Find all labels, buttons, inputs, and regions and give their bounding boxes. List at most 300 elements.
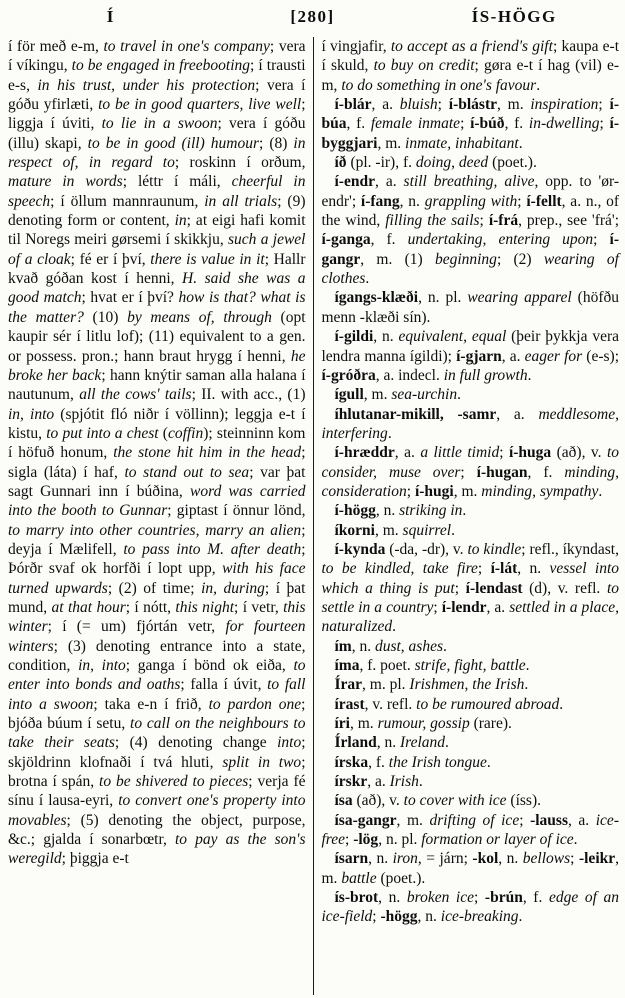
page-number: [280] [290, 7, 335, 26]
entry-text: ; [599, 115, 610, 133]
dictionary-entry [322, 288, 620, 327]
entry-text: , opp. to 'ør-endr'; [321, 173, 619, 210]
entry-text: . [387, 424, 392, 442]
translation-text: to call on the neighbours to take their seats [8, 715, 306, 752]
translation-text: beginning [434, 250, 497, 268]
entry-text: ; í trausti e-s, [8, 57, 306, 94]
headword: -högg [380, 908, 418, 926]
entry-text: , n. [399, 192, 425, 210]
entry-text: ; skjöldrinn klofnaði í tvá hluti, [8, 734, 306, 771]
entry-text: , a. [486, 598, 510, 616]
translation-text: to cover with ice [403, 792, 507, 810]
headword: í-blástr [448, 96, 497, 114]
translation-text: Ireland [399, 734, 446, 752]
entry-text: , n. [378, 889, 407, 907]
translation-text: by means of, through [127, 308, 272, 326]
entry-text: ; í (= um) fjórtán vetr, [47, 618, 226, 636]
translation-text: to buy on credit [373, 57, 475, 75]
entry-text: , a. n., of the wind, [321, 192, 619, 230]
entry-text: . [443, 637, 447, 655]
entry-text: , m. [377, 134, 406, 152]
entry-text: . [518, 908, 523, 926]
entry-text: ; (8) [258, 134, 294, 152]
headword: -kol [472, 850, 499, 868]
headword: í-blár [334, 96, 372, 114]
translation-text: to pay as the son's weregild [8, 831, 306, 868]
entry-text: . [518, 134, 523, 152]
headword: í-högg [334, 502, 376, 520]
entry-text: ; (9) denoting form or content, [8, 192, 306, 230]
translation-text: Irishmen, the Irish [409, 676, 525, 694]
entry-text: , f. poet. [359, 657, 415, 674]
translation-text: this night [175, 598, 235, 616]
entry-text: ; roskinn í orðum, [174, 154, 306, 172]
entry-text: , n. pl. [378, 831, 422, 849]
entry-text: , f. [527, 463, 565, 481]
translation-text: to marry into other countries, marry an alien [8, 521, 302, 539]
entry-text: ( [158, 424, 168, 442]
entry-text: , a. [374, 173, 404, 191]
headword: ím [334, 637, 352, 655]
translation-text: to be in good quarters, live well [98, 96, 302, 114]
right-column [314, 37, 620, 995]
entry-text: ; (5) denoting the object, purpose, &c.; gjalda í sonarbœtr, [8, 811, 306, 849]
headword: í-lendr [441, 598, 487, 616]
entry-text: ; [460, 115, 471, 133]
translation-text: to enter into bonds and oaths [8, 657, 306, 694]
entry-text: í vingjafir, [321, 38, 391, 55]
translation-text: inspiration [530, 96, 599, 114]
entry-text: , m. pl. [362, 676, 410, 694]
entry-text: (íss). [506, 792, 541, 810]
translation-text: he broke her back [8, 347, 306, 384]
entry-text: , n. [376, 734, 400, 752]
translation-text: strife, fight, battle [414, 657, 526, 674]
dictionary-entry [322, 849, 620, 888]
headword: í-ganga [321, 231, 371, 249]
entry-text: . [445, 734, 449, 752]
entry-text: . [573, 831, 578, 849]
entry-text: ; var þat sagt Gunnari inn í búðina, [8, 463, 306, 500]
entry-text: ; at eigi hafi komit til Noregs meiri gørsemi í skikkju, [8, 212, 306, 249]
headword: í-búð [470, 115, 505, 133]
translation-text: in, into [78, 657, 126, 674]
entry-text: í för með e-m, [8, 38, 104, 55]
entry-text: . [559, 695, 564, 713]
entry-text: . [451, 521, 455, 539]
dictionary-entry [322, 501, 620, 520]
translation-text: bellows [522, 850, 571, 868]
entry-text: . [365, 270, 370, 288]
entry-text: ; Þórðr svaf ok horfði í lopt upp, [8, 540, 306, 578]
dictionary-entry [322, 675, 620, 694]
entry-text: ; [474, 889, 485, 907]
dictionary-entry [322, 753, 620, 772]
headword: ígangs-klæði [334, 289, 419, 307]
entry-text: ; giptast í önnur lönd, [167, 502, 306, 520]
entry-text: ; [517, 192, 527, 210]
entry-text: ; vera í góðu yfirlæti, [8, 76, 306, 114]
headword: í-fellt [526, 192, 562, 210]
entry-text: ; [460, 463, 477, 481]
translation-text: to be rumoured abroad [416, 695, 560, 713]
headword: íkorni [334, 521, 375, 539]
entry-text: ; [406, 482, 415, 500]
translation-text: to accept as a friend's gift [390, 38, 553, 55]
entry-text: . [527, 366, 532, 384]
entry-text: (10) [83, 308, 128, 326]
entry-text: (e-s); [582, 347, 619, 365]
entry-text: (poet.). [488, 154, 537, 172]
translation-text: wearing apparel [467, 289, 572, 307]
headword: íhlutanar-mikill, -samr [334, 405, 497, 423]
entry-text: , m. [350, 715, 378, 733]
translation-text: meddlesome, interfering [321, 405, 619, 442]
translation-text: to pass into M. after death [123, 540, 302, 558]
translation-text: sea-urchin [391, 386, 458, 404]
headword: ígull [334, 386, 364, 404]
headword: í-hugi [414, 482, 454, 500]
entry-text: , n. [373, 328, 399, 346]
dictionary-entry [322, 385, 620, 404]
translation-text: doing, deed [415, 154, 489, 172]
translation-text: to kindle [467, 540, 522, 558]
headword: íma [334, 657, 360, 674]
entry-text: , n. [517, 560, 550, 578]
entry-text: ; deyja í Mælifell, [8, 521, 306, 558]
translation-text: Irish [389, 773, 419, 791]
entry-text: , a. [394, 444, 421, 462]
translation-text: formation or layer of ice [421, 831, 574, 849]
dictionary-entry [322, 714, 620, 733]
translation-text: minding, consideration [321, 463, 620, 500]
dictionary-entry [322, 540, 620, 637]
entry-text: , a. [367, 773, 390, 791]
translation-text: to be in good (ill) humour [87, 134, 259, 152]
translation-text: word was carried into the booth to Gunnar [8, 482, 306, 520]
translation-text: split in two [222, 753, 302, 771]
translation-text: cheerful in speech [8, 173, 306, 210]
translation-text: ice-free [321, 811, 619, 849]
entry-text: (spjótit fló niðr í völlinn); leggja e-t í kistu, [8, 405, 306, 442]
translation-text: rumour, gossip [377, 715, 470, 733]
headword: ísa [334, 792, 353, 810]
translation-text: a little timid [420, 444, 500, 462]
translation-text: to consider, muse over [321, 444, 620, 481]
translation-text: in full growth [443, 366, 528, 384]
entry-text: ; léttr í máli, [122, 173, 232, 191]
entry-text: ; [433, 598, 442, 616]
translation-text: ice-breaking [440, 908, 519, 926]
headword: í-endr [334, 173, 375, 191]
entry-text: ; [454, 579, 466, 597]
entry-text: ; [519, 811, 531, 829]
translation-text: in, into [8, 405, 55, 423]
translation-text: to be shivered to pieces [99, 773, 249, 791]
translation-text: wearing of clothes [321, 250, 619, 288]
translation-text: still breathing, alive [403, 173, 535, 191]
entry-text: , n. [351, 637, 375, 655]
headword: í-búa [321, 96, 619, 133]
headword: -lauss [530, 811, 568, 829]
dictionary-entry [322, 405, 620, 444]
entry-text: , m. [374, 521, 403, 539]
dictionary-entry [322, 327, 620, 385]
translation-text: drifting of ice [429, 811, 520, 829]
translation-text: to convert one's property into movables [8, 792, 306, 829]
translation-text: in all trials [204, 192, 278, 210]
entry-text: ; taka e-n í frið, [93, 695, 209, 713]
translation-text: to stand out to sea [124, 463, 250, 481]
headword: íð [334, 154, 347, 172]
page-header [0, 0, 625, 35]
entry-text: ; brotna í spán, [8, 753, 306, 791]
entry-text: . [392, 618, 396, 636]
entry-text: . [598, 482, 603, 500]
entry-text: , a. [567, 811, 596, 829]
dictionary-entry [322, 637, 620, 656]
translation-text: iron [392, 850, 418, 868]
dictionary-entry [322, 521, 620, 540]
dictionary-entry [322, 695, 620, 714]
headword: í-lendast [465, 579, 523, 597]
entry-text: (höfðu menn -klæði sín). [321, 289, 620, 326]
headword: írast [334, 695, 365, 713]
headword: Írland [334, 734, 377, 752]
translation-text: such a jewel of a cloak [8, 231, 306, 268]
entry-text: ; Hallr kvað góðan kost í henni, [8, 250, 306, 288]
translation-text: eager for [524, 347, 583, 365]
entry-text: ; verja fé sínu í lausa-eyri, [8, 773, 306, 810]
translation-text: minding, sympathy [481, 482, 599, 500]
headword: í-frá [488, 212, 519, 230]
headword: í-gildi [334, 328, 374, 346]
entry-text: ; [593, 231, 610, 249]
translation-text: filling the sails [385, 212, 480, 230]
entry-text: . [457, 386, 461, 404]
entry-text: , n. [498, 850, 523, 868]
entry-text: . [524, 676, 529, 694]
entry-text: , m. [363, 386, 392, 404]
entry-text: ; bjóða búum í setu, [8, 695, 306, 733]
headword: í-gróðra [321, 366, 376, 384]
headword: í-kynda [334, 540, 386, 558]
header-keyword-right: ÍS-HÖGG [471, 7, 557, 26]
entry-text: , n. [368, 850, 393, 868]
translation-text: settled in a place, naturalized [321, 598, 619, 636]
translation-text: the Irish tongue [388, 753, 487, 771]
dictionary-entry [322, 888, 620, 927]
translation-text: battle [341, 869, 377, 887]
translation-text: striking in [399, 502, 463, 520]
entry-text: , m. [496, 96, 531, 114]
translation-text: to be engaged in freebooting [71, 57, 251, 75]
entry-text: , n. [375, 502, 400, 520]
entry-text: ; [479, 212, 489, 230]
translation-text: at that hour [51, 598, 126, 616]
translation-text: how is that? what is the matter? [8, 289, 306, 326]
entry-text: , f. [504, 115, 529, 133]
entry-text: , n. pl. [418, 289, 468, 307]
entry-text: , a. [496, 405, 539, 423]
entry-text: , a. indecl. [375, 366, 444, 384]
dictionary-entry [322, 791, 620, 810]
translation-text: for fourteen winters [8, 618, 306, 655]
dictionary-entry [322, 37, 620, 95]
translation-text: bluish [399, 96, 438, 114]
entry-text: , v. refl. [364, 695, 417, 713]
entry-text: ; kaupa e-t í skuld, [321, 38, 620, 75]
translation-text: to be kindled, take fire [321, 560, 478, 578]
translation-text: grappling with [424, 192, 518, 210]
entry-text: ; vera í víkingu, [8, 38, 306, 75]
translation-text: to pardon one [208, 695, 302, 713]
dictionary-entry [322, 443, 620, 501]
entry-text: ; í vetr, [234, 598, 284, 616]
entry-text: (rare). [469, 715, 512, 733]
entry-text: , a. [501, 347, 525, 365]
headword: ísarn [334, 850, 369, 868]
translation-text: this winter [8, 598, 306, 636]
entry-text: . [525, 657, 530, 674]
entry-text: (að), v. [352, 792, 404, 810]
translation-text: in [174, 212, 187, 230]
entry-text: ; í nótt, [125, 598, 176, 616]
dictionary-entry [322, 95, 620, 153]
entry-text: ); steinninn kom í höfuð honum, [8, 424, 306, 462]
dictionary-entry [322, 656, 620, 675]
entry-text: ; [477, 560, 491, 578]
translation-text: in-dwelling [528, 115, 600, 133]
entry-text: ; [372, 908, 381, 926]
entry-text: (pl. -ir), f. [346, 154, 416, 172]
headword: íri [334, 715, 350, 733]
dictionary-entry [322, 811, 620, 850]
entry-text: , f. [370, 231, 408, 249]
translation-text: in respect of, in regard to [8, 134, 306, 172]
entry-text: ; (3) denoting entrance into a state, condition, [8, 637, 306, 674]
entry-text: (þeir þykkja vera lendra manna ígildi); [321, 328, 619, 365]
translation-text: dust, ashes [374, 637, 444, 655]
headword: í-gangr [321, 231, 620, 268]
entry-text: ; [499, 444, 509, 462]
translation-text: in his trust, under his protection [37, 76, 256, 94]
headword: ís-brot [334, 889, 379, 907]
entry-text: ; [570, 850, 579, 868]
headword: -leikr [578, 850, 616, 868]
entry-text: , = járn; [417, 850, 473, 868]
dictionary-entry [322, 172, 620, 288]
translation-text: to travel in one's company [103, 38, 270, 55]
entry-text: ; falla í úvit, [180, 676, 268, 694]
headword: Írar [334, 676, 363, 694]
entry-text: , n. [417, 908, 441, 926]
entry-text: . [462, 502, 467, 520]
translation-text: into [277, 734, 302, 752]
headword: í-gjarn [456, 347, 502, 365]
translation-text: to fall into a swoon [8, 676, 306, 713]
entry-text: ; [598, 96, 610, 114]
entry-text: (-da, -dr), v. [385, 540, 468, 558]
translation-text: coffin [167, 424, 204, 442]
entry-text: ; ganga í bönd ok eiða, [125, 657, 294, 674]
entry-text: ; liggja í úviti, [8, 96, 306, 133]
headword: írskr [334, 773, 368, 791]
entry-text: ; (2) [496, 250, 544, 268]
left-column [8, 37, 314, 995]
translation-text: to put into a chest [46, 424, 159, 442]
entry-text: ; refl., íkyndast, [521, 540, 619, 558]
headword: írska [334, 753, 369, 771]
translation-text: with his face turned upwards [8, 560, 306, 597]
entry-text: , f. [346, 115, 371, 133]
entry-text: ; í þat mund, [8, 579, 306, 616]
entry-text: , a. [371, 96, 400, 114]
headword: í-hræddr [334, 444, 395, 462]
entry-text: ; (4) denoting change [114, 734, 278, 752]
translation-text: edge of an ice-field [321, 889, 619, 926]
entry-text: , m. [453, 482, 482, 500]
entry-text: ; hvat er í því? [81, 289, 179, 307]
entry-text: (d), v. refl. [522, 579, 607, 597]
translation-text: equivalent, equal [398, 328, 507, 346]
headword: í-lát [490, 560, 518, 578]
entry-text: ; vera í góðu (illu) skapi, [8, 115, 306, 152]
entry-text: ; í öllum mannraunum, [50, 192, 205, 210]
entry-text: , m. [396, 811, 430, 829]
entry-text: ; (2) of time; [107, 579, 202, 597]
entry-text: , prep., see 'frá'; [518, 212, 619, 230]
entry-text: ; gøra e-t í hag (vil) e-m, [321, 57, 619, 94]
entry-text: ; [437, 96, 449, 114]
entry-text: (að), v. [551, 444, 607, 462]
translation-text: all the cows' tails [79, 386, 192, 404]
translation-text: female inmate [370, 115, 461, 133]
entry-text: . [536, 76, 541, 94]
entry-text: ; fé er í því, [70, 250, 151, 268]
entry-text: , m. (1) [360, 250, 435, 268]
translation-text: H. said she was a good match [8, 270, 306, 307]
headword: í-hugan [476, 463, 528, 481]
entry-text: . [418, 773, 423, 791]
translation-text: to settle in a country [321, 579, 619, 616]
entry-text: (poet.). [376, 869, 426, 887]
translation-text: mature in words [8, 173, 123, 191]
headword: í-huga [508, 444, 552, 462]
translation-text: to lie in a swoon [101, 115, 218, 133]
dictionary-entry [8, 37, 306, 869]
entry-text: ; II. with acc., (1) [191, 386, 306, 404]
headword: ísa-gangr [334, 811, 397, 829]
entry-text: . [486, 753, 491, 771]
header-keyword-left: Í [106, 7, 115, 26]
headword: -brún [484, 889, 523, 907]
text-columns [0, 35, 625, 995]
entry-text: ; þiggja e-t [61, 850, 129, 868]
headword: í-fang [360, 192, 400, 210]
entry-text: ; hann knýtir saman alla halana í nautunum, [8, 366, 306, 404]
translation-text: in, during [201, 579, 265, 597]
translation-text: there is value in it [150, 250, 265, 268]
entry-text: ; [345, 831, 354, 849]
dictionary-entry [322, 772, 620, 791]
translation-text: squirrel [402, 521, 452, 539]
entry-text: ; sigla (láta) í haf, [8, 444, 306, 481]
translation-text: the stone hit him in the head [113, 444, 302, 462]
translation-text: inmate, inhabitant [405, 134, 519, 152]
entry-text: , m. [321, 850, 619, 887]
translation-text: vessel into which a thing is put [321, 560, 620, 597]
